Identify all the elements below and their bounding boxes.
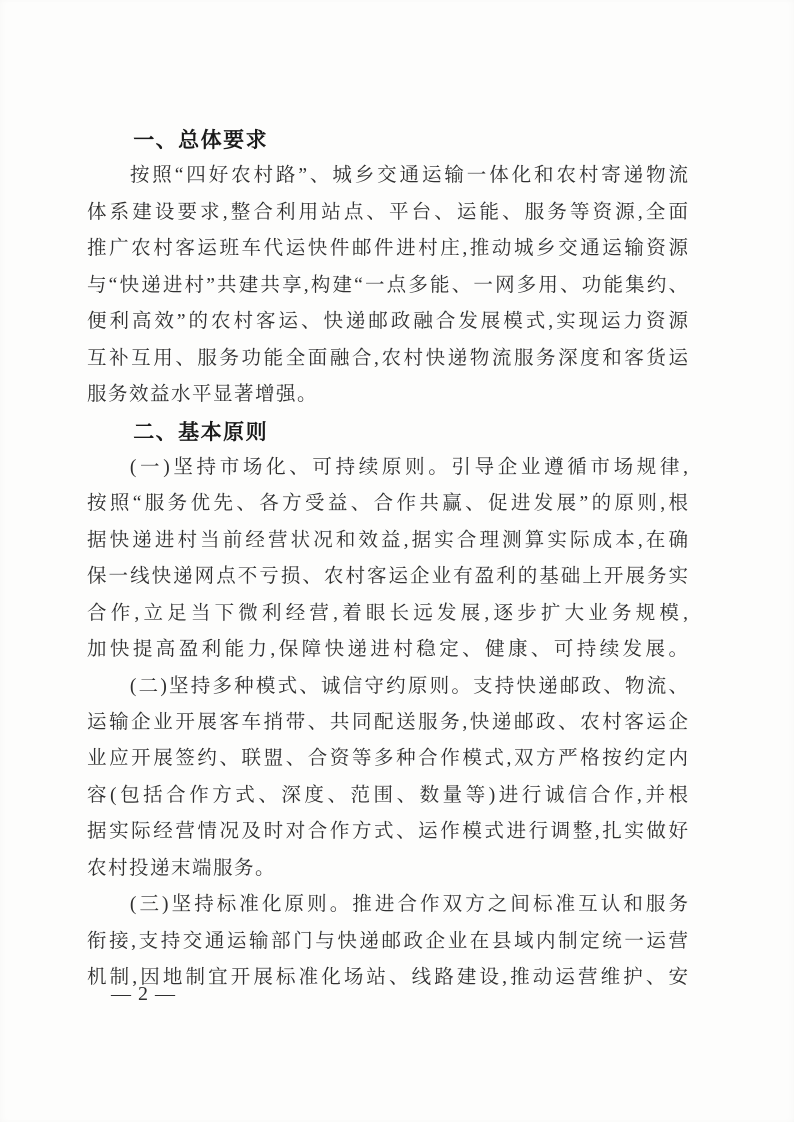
text-line: 加快提高盈利能力,保障快递进村稳定、健康、可持续发展。	[87, 639, 688, 661]
text-line: (一)坚持市场化、可持续原则。引导企业遵循市场规律,	[129, 456, 688, 478]
text-line: 合作,立足当下微利经营,着眼长远发展,逐步扩大业务规模,	[87, 602, 688, 624]
section-heading: 二、基本原则	[133, 419, 269, 444]
text-line: 与“快递进村”共建共享,构建“一点多能、一网多用、功能集约、	[87, 274, 688, 296]
text-line: 按照“四好农村路”、城乡交通运输一体化和农村寄递物流	[129, 165, 688, 187]
text-line: 据快递进村当前经营状况和效益,据实合理测算实际成本,在确	[87, 529, 688, 551]
text-line: (二)坚持多种模式、诚信守约原则。支持快递邮政、物流、	[129, 675, 688, 697]
text-line: 衔接,支持交通运输部门与快递邮政企业在县域内制定统一运营	[87, 930, 688, 952]
text-line: 容(包括合作方式、深度、范围、数量等)进行诚信合作,并根	[87, 784, 688, 806]
text-line: 业应开展签约、联盟、合资等多种合作模式,双方严格按约定内	[87, 748, 688, 770]
text-line: 体系建设要求,整合利用站点、平台、运能、服务等资源,全面	[87, 201, 688, 223]
text-line: 服务效益水平显著增强。	[87, 384, 319, 406]
text-line: (三)坚持标准化原则。推进合作双方之间标准互认和服务	[129, 894, 688, 916]
document-body	[87, 122, 688, 997]
section-heading: 一、总体要求	[133, 128, 269, 152]
text-line: 按照“服务优先、各方受益、合作共赢、促进发展”的原则,根	[87, 493, 688, 515]
text-line: 运输企业开展客车捎带、共同配送服务,快递邮政、农村客运企	[87, 712, 688, 733]
text-line: 推广农村客运班车代运快件邮件进村庄,推动城乡交通运输资源	[87, 238, 688, 260]
page-number: — 2 —	[111, 983, 176, 1005]
text-line: 农村投递末端服务。	[87, 857, 277, 879]
text-line: 便利高效”的农村客运、快递邮政融合发展模式,实现运力资源	[87, 311, 688, 333]
text-line: 互补互用、服务功能全面融合,农村快递物流服务深度和客货运	[87, 347, 688, 369]
text-line: 机制,因地制宜开展标准化场站、线路建设,推动运营维护、安	[87, 967, 688, 989]
text-line: 保一线快递网点不亏损、农村客运企业有盈利的基础上开展务实	[87, 566, 688, 588]
text-line: 据实际经营情况及时对合作方式、运作模式进行调整,扎实做好	[87, 821, 688, 843]
